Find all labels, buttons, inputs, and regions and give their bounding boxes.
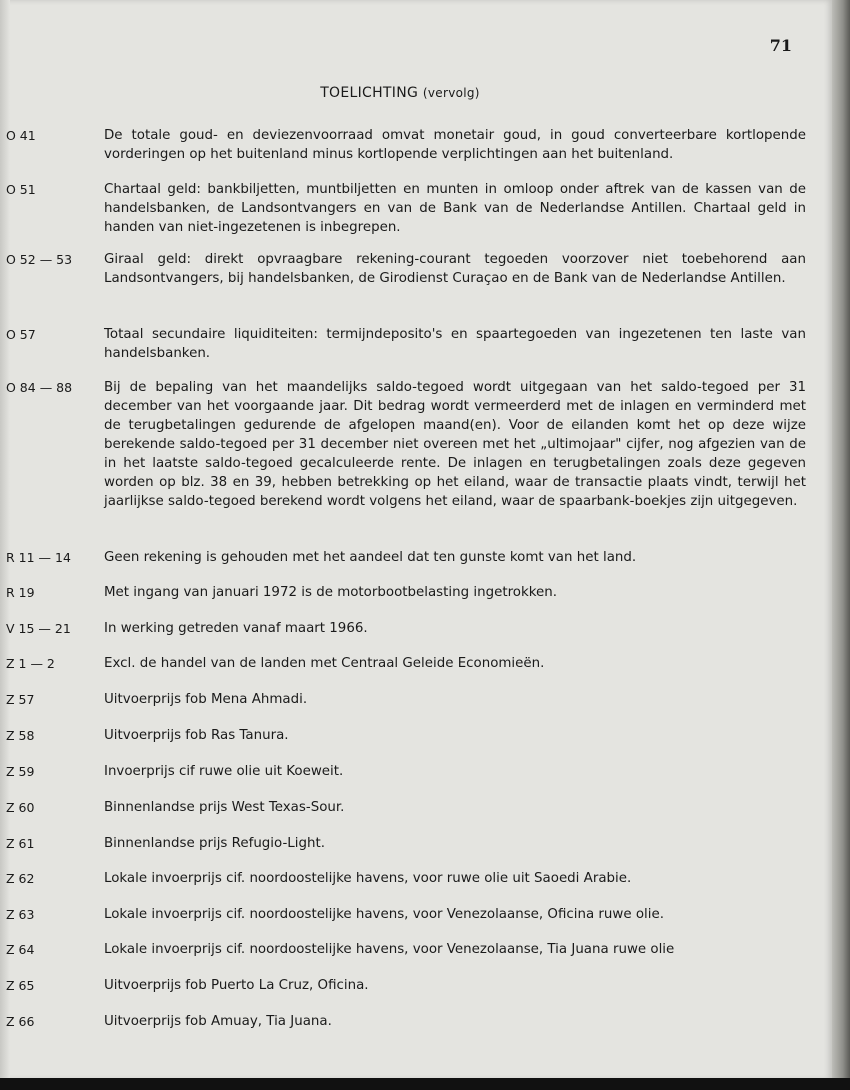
note-entry xyxy=(0,798,812,817)
note-text: Met ingang van januari 1972 is de motorbootbelasting ingetrokken. xyxy=(104,585,557,600)
note-reference: Z 61 xyxy=(6,836,35,851)
note-reference: Z 58 xyxy=(6,728,35,743)
note-entry xyxy=(0,180,812,237)
note-reference: Z 63 xyxy=(6,907,35,922)
note-entry xyxy=(0,940,812,959)
note-text: Totaal secundaire liquiditeiten: termijndeposito's en spaartegoeden van ingezetenen ten laste van handelsbanken. xyxy=(104,327,806,361)
note-entry xyxy=(0,548,812,567)
note-reference: O 84 — 88 xyxy=(6,380,73,395)
note-reference: O 52 — 53 xyxy=(6,252,73,267)
heading-subtitle: (vervolg) xyxy=(422,86,480,100)
note-entry xyxy=(0,869,812,888)
page-bottom-edge xyxy=(0,1078,850,1090)
note-entry xyxy=(0,250,812,288)
page-heading xyxy=(0,85,800,101)
note-entry xyxy=(0,1012,812,1031)
book-spine-shadow xyxy=(832,0,850,1090)
note-text: De totale goud- en deviezenvoorraad omvat monetair goud, in goud converteerbare kortlopende vorderingen op het buitenland minus kortlopende verplichtingen aan het buitenland. xyxy=(104,128,806,162)
note-entry xyxy=(0,619,812,638)
note-reference: O 51 xyxy=(6,182,36,197)
note-text: Binnenlandse prijs Refugio-Light. xyxy=(104,836,325,851)
note-entry xyxy=(0,583,812,602)
note-text: Bij de bepaling van het maandelijks saldo-tegoed wordt uitgegaan van het saldo-tegoed per 31 december van het voorgaande jaar. Dit bedrag wordt vermeerderd met de inlagen en verminderd met de terugbetalingen gedurende de afgelopen maand(en). Voor de eilanden komt het op deze wijze berekende saldo-tegoed per 31 december niet overeen met het „ultimojaar" cijfer, nog afgezien van de in het laatste saldo-tegoed gecalculeerde rente. De inlagen en terugbetalingen zoals deze gegeven worden op blz. 38 en 39, hebben betrekking op het eiland, waar de transactie plaats vindt, terwijl het jaarlijkse saldo-tegoed berekend wordt volgens het eiland, waar de spaarbank-boekjes zijn uitgegeven. xyxy=(104,380,806,509)
note-reference: Z 64 xyxy=(6,942,35,957)
note-reference: O 57 xyxy=(6,327,36,342)
note-text: Lokale invoerprijs cif. noordoostelijke havens, voor Venezolaanse, Tia Juana ruwe olie xyxy=(104,942,675,957)
note-reference: Z 62 xyxy=(6,871,35,886)
note-entry xyxy=(0,762,812,781)
note-reference: R 19 xyxy=(6,585,35,600)
note-entry xyxy=(0,325,812,363)
note-entry xyxy=(0,726,812,745)
note-text: Chartaal geld: bankbiljetten, muntbiljetten en munten in omloop onder aftrek van de kassen van de handelsbanken, de Landsontvangers en van de Bank van de Nederlandse Antillen. Chartaal geld in handen van niet-ingezetenen is inbegrepen. xyxy=(104,182,806,235)
note-text: Uitvoerprijs fob Ras Tanura. xyxy=(104,728,289,743)
note-entry xyxy=(0,126,812,164)
note-reference: O 41 xyxy=(6,128,36,143)
note-text: Excl. de handel van de landen met Centraal Geleide Economieën. xyxy=(104,656,545,671)
note-entry xyxy=(0,378,812,511)
note-text: Uitvoerprijs fob Amuay, Tia Juana. xyxy=(104,1014,332,1029)
note-text: Lokale invoerprijs cif. noordoostelijke havens, voor ruwe olie uit Saoedi Arabie. xyxy=(104,871,632,886)
note-entry xyxy=(0,976,812,995)
note-text: Geen rekening is gehouden met het aandeel dat ten gunste komt van het land. xyxy=(104,550,637,565)
note-text: Lokale invoerprijs cif. noordoostelijke havens, voor Venezolaanse, Oficina ruwe olie. xyxy=(104,907,664,922)
note-entry xyxy=(0,834,812,853)
note-reference: Z 59 xyxy=(6,764,35,779)
note-entry xyxy=(0,690,812,709)
note-text: Binnenlandse prijs West Texas-Sour. xyxy=(104,800,345,815)
note-reference: Z 66 xyxy=(6,1014,35,1029)
note-text: Invoerprijs cif ruwe olie uit Koeweit. xyxy=(104,764,344,779)
note-reference: Z 65 xyxy=(6,978,35,993)
note-entry xyxy=(0,654,812,673)
note-reference: Z 1 — 2 xyxy=(6,656,55,671)
note-text: In werking getreden vanaf maart 1966. xyxy=(104,621,368,636)
note-reference: Z 57 xyxy=(6,692,35,707)
note-text: Uitvoerprijs fob Mena Ahmadi. xyxy=(104,692,308,707)
note-reference: Z 60 xyxy=(6,800,35,815)
note-reference: V 15 — 21 xyxy=(6,621,71,636)
page-number: 71 xyxy=(769,36,792,55)
note-entry xyxy=(0,905,812,924)
note-text: Uitvoerprijs fob Puerto La Cruz, Oficina. xyxy=(104,978,369,993)
note-text: Giraal geld: direkt opvraagbare rekening-courant tegoeden voorzover niet toebehorend aan Landsontvangers, bij handelsbanken, de Girodienst Curaçao en de Bank van de Nederlandse Antillen. xyxy=(104,252,806,286)
heading-title: TOELICHTING xyxy=(320,85,419,101)
note-reference: R 11 — 14 xyxy=(6,550,71,565)
